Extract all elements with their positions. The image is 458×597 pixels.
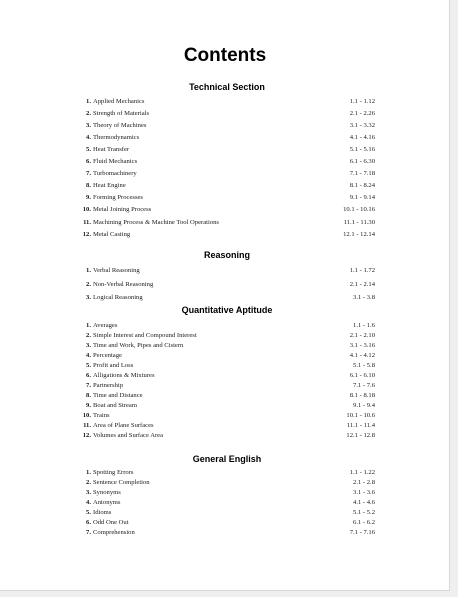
entry-page-range: 4.1 - 4.6 xyxy=(353,499,375,506)
toc-entry xyxy=(0,145,450,155)
entry-number: 1. xyxy=(86,469,91,476)
entry-title: Sentence Completion xyxy=(93,479,150,486)
entry-page-range: 2.1 - 2.8 xyxy=(353,479,375,486)
entry-title: Comprehension xyxy=(93,529,135,536)
entry-title: Non-Verbal Reasoning xyxy=(93,281,154,288)
entry-number: 7. xyxy=(86,529,91,536)
section-heading-quantitative: Quantitative Aptitude xyxy=(181,305,273,315)
toc-entry xyxy=(0,361,450,371)
entry-page-range: 7.1 - 7.6 xyxy=(353,382,375,389)
toc-entry xyxy=(0,266,450,276)
entry-number: 7. xyxy=(86,382,91,389)
entry-page-range: 1.1 - 1.22 xyxy=(349,469,375,476)
entry-number: 3. xyxy=(86,342,91,349)
entry-number: 9. xyxy=(86,194,91,201)
entry-title: Simple Interest and Compound Interest xyxy=(93,332,197,339)
entry-page-range: 10.1 - 10.16 xyxy=(343,206,375,213)
entry-number: 6. xyxy=(86,372,91,379)
toc-entry xyxy=(0,181,450,191)
toc-entry xyxy=(0,321,450,331)
entry-number: 11. xyxy=(83,422,91,429)
entry-number: 1. xyxy=(86,267,91,274)
toc-entry xyxy=(0,498,450,508)
entry-page-range: 6.1 - 6.10 xyxy=(349,372,375,379)
entry-page-range: 2.1 - 2.26 xyxy=(349,110,375,117)
entry-page-range: 7.1 - 7.16 xyxy=(349,529,375,536)
toc-entry xyxy=(0,109,450,119)
entry-page-range: 6.1 - 6.2 xyxy=(353,519,375,526)
section-heading-reasoning: Reasoning xyxy=(203,250,250,260)
entry-title: Thermodynamics xyxy=(93,134,140,141)
toc-entry xyxy=(0,381,450,391)
toc-entry xyxy=(0,218,450,228)
toc-entry xyxy=(0,157,450,167)
entry-title: Metal Casting xyxy=(93,231,131,238)
toc-entry xyxy=(0,169,450,179)
entry-page-range: 10.1 - 10.6 xyxy=(346,412,375,419)
entry-number: 12. xyxy=(82,231,91,238)
entry-number: 4. xyxy=(86,499,91,506)
entry-title: Partnership xyxy=(93,382,124,389)
entry-page-range: 1.1 - 1.12 xyxy=(349,98,375,105)
entry-title: Idioms xyxy=(93,509,112,516)
entry-title: Synonyms xyxy=(93,489,121,496)
toc-entry xyxy=(0,351,450,361)
entry-number: 1. xyxy=(86,98,91,105)
entry-title: Volumes and Surface Area xyxy=(93,432,164,439)
entry-title: Heat Transfer xyxy=(93,146,130,153)
toc-entry xyxy=(0,121,450,131)
entry-number: 5. xyxy=(86,362,91,369)
entry-title: Percentage xyxy=(93,352,122,359)
entry-title: Profit and Loss xyxy=(93,362,134,369)
entry-title: Turbomachinery xyxy=(93,170,137,177)
entry-page-range: 3.1 - 3.8 xyxy=(353,294,375,301)
entry-number: 8. xyxy=(86,392,91,399)
toc-entry xyxy=(0,468,450,478)
entry-page-range: 8.1 - 8.18 xyxy=(349,392,375,399)
entry-page-range: 1.1 - 1.72 xyxy=(349,267,375,274)
section-heading-english: General English xyxy=(192,454,262,464)
toc-entry xyxy=(0,528,450,538)
entry-number: 10. xyxy=(82,412,91,419)
entry-title: Machining Process & Machine Tool Operations xyxy=(93,219,219,226)
entry-title: Logical Reasoning xyxy=(93,294,143,301)
toc-entry xyxy=(0,478,450,488)
toc-entry xyxy=(0,205,450,215)
entry-page-range: 8.1 - 8.24 xyxy=(349,182,375,189)
entry-title: Theory of Machines xyxy=(93,122,147,129)
entry-number: 9. xyxy=(86,402,91,409)
entry-title: Strength of Materials xyxy=(93,110,150,117)
entry-number: 11. xyxy=(83,219,91,226)
entry-number: 1. xyxy=(86,322,91,329)
toc-entry xyxy=(0,411,450,421)
entry-title: Boat and Stream xyxy=(93,402,137,409)
entry-page-range: 7.1 - 7.18 xyxy=(349,170,375,177)
entry-number: 6. xyxy=(86,158,91,165)
entry-number: 2. xyxy=(86,281,91,288)
entry-page-range: 2.1 - 2.14 xyxy=(349,281,375,288)
toc-entry xyxy=(0,508,450,518)
toc-entry xyxy=(0,421,450,431)
toc-entry xyxy=(0,280,450,290)
toc-entry xyxy=(0,371,450,381)
entry-page-range: 3.1 - 3.16 xyxy=(349,342,375,349)
entry-page-range: 2.1 - 2.10 xyxy=(349,332,375,339)
entry-number: 3. xyxy=(86,294,91,301)
entry-number: 10. xyxy=(82,206,91,213)
entry-number: 2. xyxy=(86,110,91,117)
toc-entry xyxy=(0,331,450,341)
toc-entry xyxy=(0,518,450,528)
entry-number: 2. xyxy=(86,479,91,486)
toc-entry xyxy=(0,341,450,351)
entry-title: Fluid Mechanics xyxy=(93,158,138,165)
entry-page-range: 11.1 - 11.30 xyxy=(343,219,375,226)
entry-page-range: 5.1 - 5.16 xyxy=(349,146,375,153)
entry-title: Applied Mechanics xyxy=(93,98,145,105)
entry-title: Trains xyxy=(93,412,110,419)
toc-entry xyxy=(0,401,450,411)
entry-page-range: 3.1 - 3.6 xyxy=(353,489,375,496)
entry-page-range: 9.1 - 9.4 xyxy=(353,402,375,409)
section-heading-technical: Technical Section xyxy=(189,82,265,92)
toc-entry xyxy=(0,193,450,203)
page-title: Contents xyxy=(183,45,267,66)
entry-number: 12. xyxy=(82,432,91,439)
entry-page-range: 4.1 - 4.16 xyxy=(349,134,375,141)
entry-page-range: 5.1 - 5.2 xyxy=(353,509,375,516)
entry-title: Odd One Out xyxy=(93,519,129,526)
entry-page-range: 9.1 - 9.14 xyxy=(349,194,375,201)
entry-page-range: 1.1 - 1.6 xyxy=(353,322,375,329)
toc-entry xyxy=(0,391,450,401)
entry-page-range: 5.1 - 5.8 xyxy=(353,362,375,369)
entry-title: Antonyms xyxy=(93,499,121,506)
toc-entry xyxy=(0,293,450,303)
toc-entry xyxy=(0,488,450,498)
entry-number: 7. xyxy=(86,170,91,177)
toc-entry xyxy=(0,97,450,107)
entry-number: 2. xyxy=(86,332,91,339)
entry-number: 4. xyxy=(86,352,91,359)
toc-entry xyxy=(0,133,450,143)
entry-number: 4. xyxy=(86,134,91,141)
entry-number: 8. xyxy=(86,182,91,189)
entry-title: Time and Distance xyxy=(93,392,143,399)
entry-number: 6. xyxy=(86,519,91,526)
entry-number: 5. xyxy=(86,509,91,516)
entry-title: Averages xyxy=(93,322,118,329)
entry-title: Area of Plane Surfaces xyxy=(93,422,154,429)
entry-title: Verbal Reasoning xyxy=(93,267,140,274)
entry-page-range: 12.1 - 12.14 xyxy=(343,231,375,238)
entry-page-range: 6.1 - 6.30 xyxy=(349,158,375,165)
entry-title: Metal Joining Process xyxy=(93,206,152,213)
entry-title: Forming Processes xyxy=(93,194,144,201)
entry-title: Time and Work, Pipes and Cistern xyxy=(93,342,184,349)
entry-number: 3. xyxy=(86,489,91,496)
entry-title: Spotting Errors xyxy=(93,469,134,476)
toc-entry xyxy=(0,431,450,441)
entry-title: Heat Engine xyxy=(93,182,126,189)
entry-number: 5. xyxy=(86,146,91,153)
entry-page-range: 12.1 - 12.8 xyxy=(346,432,375,439)
entry-page-range: 4.1 - 4.12 xyxy=(349,352,375,359)
entry-page-range: 3.1 - 3.32 xyxy=(349,122,375,129)
entry-number: 3. xyxy=(86,122,91,129)
entry-title: Alligations & Mixtures xyxy=(93,372,155,379)
toc-entry xyxy=(0,230,450,240)
entry-page-range: 11.1 - 11.4 xyxy=(346,422,375,429)
